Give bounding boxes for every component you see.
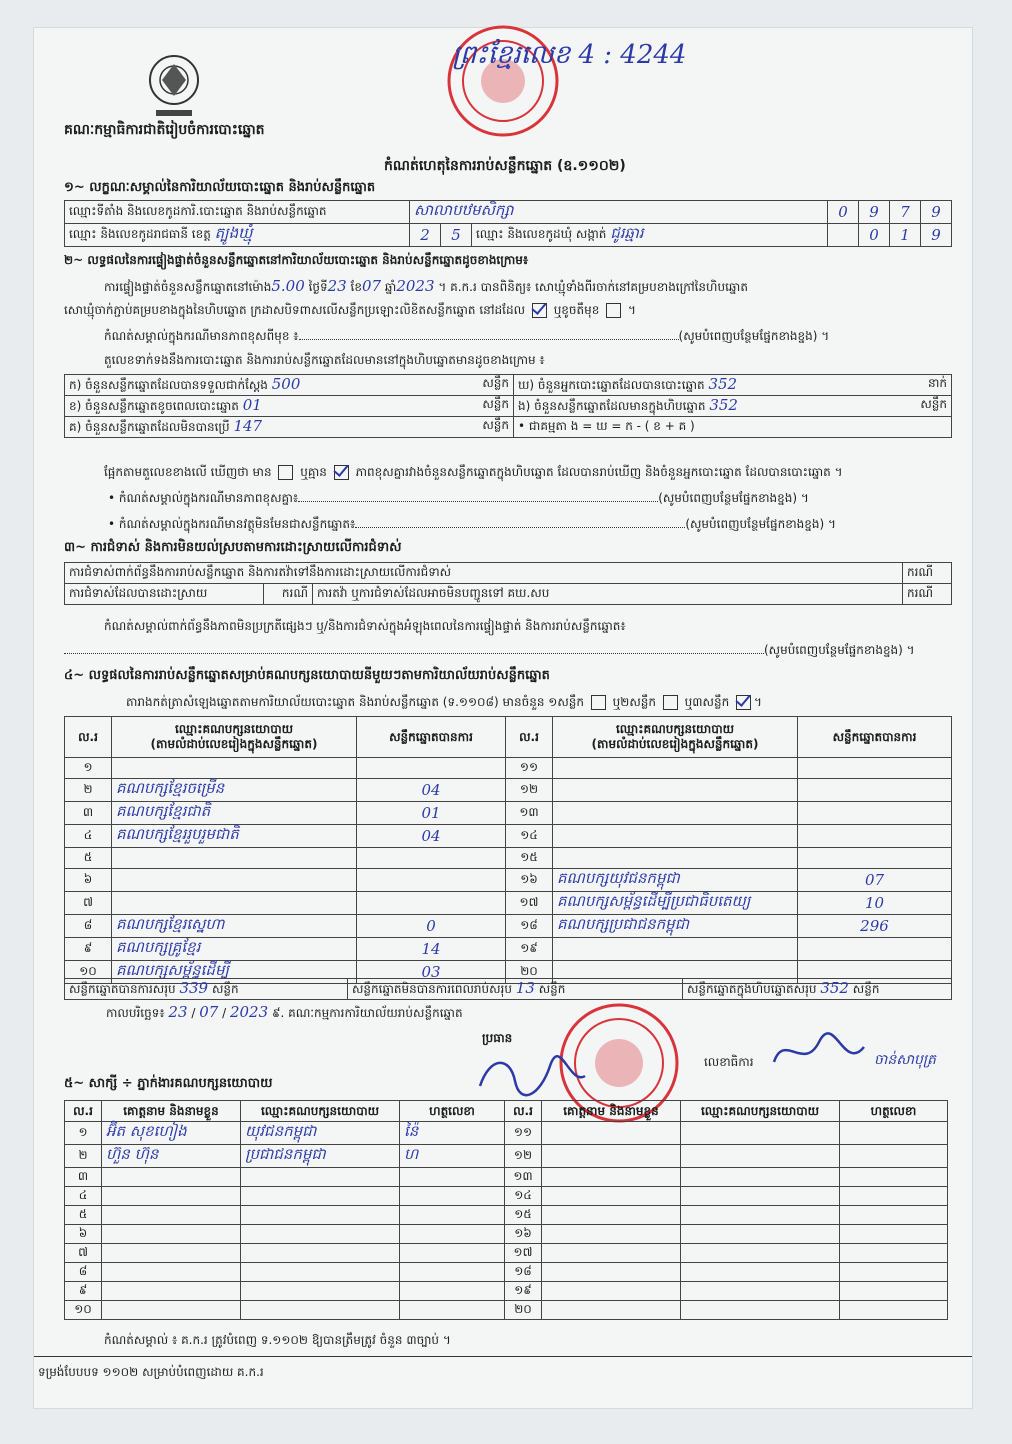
table-row [65,869,952,892]
witness-signature: ន៉ៃ [400,1122,505,1145]
witness-party [241,1282,400,1301]
irregularity-fill: (សូមបំពេញបន្ថែមផ្នែកខាងខ្នង) ។ [64,642,915,658]
witness-party: យុវជនកម្ពុជា [241,1122,400,1145]
objection-case-label: ករណី [903,563,952,584]
date-line: កាលបរិច្ឆេទ៖ 23 / 07 / 2023 ៩. គណៈកម្មការការិយាល័យរាប់សន្លឹកឆ្នោត [106,1003,463,1021]
difference-note: កំណត់សម្គាល់ក្នុងករណីមានភាពខុសពីមុខ ៖ (សូមបំពេញបន្ថែមផ្នែកខាងខ្នង) ។ [104,329,830,343]
valid-votes [798,758,952,779]
row-no: ៤ [65,825,112,848]
witness-signature [840,1206,948,1225]
witness-name [542,1301,681,1320]
witness-signature [400,1168,505,1187]
valid-votes [798,848,952,869]
col-name: គោត្តនាម និងនាមខ្លួន [542,1101,681,1122]
witness-name [542,1145,681,1168]
commune-code-blank [828,224,859,247]
witness-party [681,1282,840,1301]
province-code-1: 2 [410,224,441,247]
witness-table [64,1100,948,1320]
party-name [553,758,798,779]
col-valid: សន្លឹកឆ្នោតបានការ [798,717,952,758]
col-no: ល.រ [505,1101,542,1122]
witness-signature [840,1145,948,1168]
row-no: ១៨ [506,915,553,938]
form-code-note: ទម្រង់បែបបទ ១១០២ សម្រាប់បំពេញដោយ គ.ក.រ [38,1365,264,1379]
table-row [65,1301,948,1320]
witness-party [241,1263,400,1282]
table-row [65,1206,948,1225]
witness-name [102,1244,241,1263]
row-no: ១៦ [505,1225,542,1244]
row-no: ២ [65,779,112,802]
commune-code-1: 0 [859,224,890,247]
party-name: គណបក្សយុវជនកម្ពុជា [553,869,798,892]
party-name: គណបក្សគ្រូខ្មែរ [112,938,357,961]
location-code-4: 9 [921,201,952,224]
witness-party [681,1244,840,1263]
witness-signature [840,1244,948,1263]
chair-label: ប្រធាន [482,1031,513,1045]
figures-row: ក) ចំនួនសន្លឹកឆ្នោតដែលបានទទួលជាក់ស្តែង 500 សន្លឹក ឃ) ចំនួនអ្នកបោះឆ្នោតដែលបានបោះឆ្នោត 352 នាក់ [65,375,952,396]
row-no: ៥ [65,1206,102,1225]
witness-name [102,1168,241,1187]
total-invalid: សន្លឹកឆ្នោតមិនបានការពេលរាប់សរុប 13 សន្លឹក [348,979,683,1000]
witness-signature [400,1263,505,1282]
province-label: ឈ្មោះ និងលេខកូដរាជធានី ខេត្ត ត្បូងឃ្មុំ [65,224,410,247]
witness-signature [840,1122,948,1145]
row-no: ១២ [505,1145,542,1168]
party-name [112,869,357,892]
witness-signature [840,1282,948,1301]
row-no: ៩ [65,1282,102,1301]
location-label: ឈ្មោះទីតាំង និងលេខកូដការិ.បោះឆ្នោត និងរាប់សន្លឹកឆ្នោត [65,201,410,224]
col-valid: សន្លឹកឆ្នោតបានការ [357,717,506,758]
row-no: ១០ [65,961,112,984]
discrepancy-yes-checkbox[interactable] [278,465,293,480]
row-no: ១០ [65,1301,102,1320]
witness-party [241,1225,400,1244]
row-no: ៣ [65,1168,102,1187]
col-name: គោត្តនាម និងនាមខ្លួន [102,1101,241,1122]
witness-name [542,1225,681,1244]
witness-signature [840,1263,948,1282]
secretary-name: ចាន់សាបុត្រ [874,1052,936,1068]
chair-signature-icon [470,1046,590,1106]
party-name [553,848,798,869]
witness-signature [400,1282,505,1301]
party-name [112,758,357,779]
table-row [65,1225,948,1244]
witness-signature [840,1301,948,1320]
secretary-signature-icon [764,1032,874,1082]
valid-votes [798,802,952,825]
party-name [553,938,798,961]
location-value: សាលាបឋមសិក្សា [410,201,828,224]
col-no: ល.រ [506,717,553,758]
row-no: ៣ [65,802,112,825]
witness-name [542,1263,681,1282]
location-code-2: 9 [859,201,890,224]
witness-name [102,1206,241,1225]
party-name [553,779,798,802]
col-no: ល.រ [65,1101,102,1122]
valid-votes: 296 [798,915,952,938]
form-page [34,28,972,1408]
table-row [65,1168,948,1187]
row-no: ៧ [65,892,112,915]
witness-party [241,1187,400,1206]
table-row [65,915,952,938]
commune-label: ឈ្មោះ និងលេខកូដឃុំ សង្កាត់ ជូរឆ្មារ [472,224,828,247]
col-party: ឈ្មោះគណបក្សនយោបាយ [681,1101,840,1122]
row-no: ១៣ [506,802,553,825]
witness-signature [400,1301,505,1320]
valid-votes: 14 [357,938,506,961]
witness-party: ប្រជាជនកម្ពុជា [241,1145,400,1168]
foreign-object-bullet: • កំណត់សម្គាល់ក្នុងករណីមានវត្ថុមិនមែនជាសន្លឹកឆ្នោត៖ (សូមបំពេញបន្ថែមផ្នែកខាងខ្នង) ។ [108,517,836,531]
witness-party [241,1206,400,1225]
table-row [65,825,952,848]
totals-table [64,978,952,1000]
row-no: ១៧ [506,892,553,915]
party-name: គណបក្សប្រជាជនកម្ពុជា [553,915,798,938]
row-no: ១៩ [506,938,553,961]
row-no: ៨ [65,1263,102,1282]
row-no: ១៨ [505,1263,542,1282]
three-sheet-checkbox[interactable] [736,695,751,710]
row-no: ១២ [506,779,553,802]
commune-code-3: 9 [921,224,952,247]
valid-votes [357,869,506,892]
row-no: ៥ [65,848,112,869]
witness-signature [400,1206,505,1225]
table-row [65,1244,948,1263]
irregularity-note: កំណត់សម្គាល់ពាក់ព័ន្ធនឹងភាពមិនប្រក្រតីផ្សេងៗ ឬ/និងការជំទាស់ក្នុងអំឡុងពេលនៃការផ្ទៀងផ្ទាត់ និងការរាប់សន្លឹកឆ្នោត៖ [104,619,626,633]
secretary-label: លេខាធិការ [704,1055,754,1069]
total-valid: សន្លឹកឆ្នោតបានការសរុប 339 សន្លឹក [65,979,348,1000]
witness-party [241,1168,400,1187]
table-row [65,892,952,915]
results-table [64,716,952,984]
table-row [65,758,952,779]
witness-name [542,1122,681,1145]
discrepancy-line: ផ្អែកតាមតួលេខខាងលើ ឃើញថា មាន ឬគ្មាន ភាពខុសគ្នារវាងចំនួនសន្លឹកឆ្នោតក្នុងហិបឆ្នោត ដែលបានរាប់ឃើញ និងចំនួនអ្នកបោះឆ្នោត ដែលបានបោះឆ្នោត ។ [104,465,843,479]
witness-party [681,1301,840,1320]
witness-party [241,1301,400,1320]
witness-signature [840,1168,948,1187]
witness-signature [400,1244,505,1263]
resolved-objection-label: ការជំទាស់ដែលបានដោះស្រាយ [65,584,264,605]
party-name: គណបក្សខ្មែរស្នេហា [112,915,357,938]
row-no: ១៤ [506,825,553,848]
witness-name [102,1301,241,1320]
nec-emblem-icon [144,48,204,122]
discrepancy-no-checkbox[interactable] [334,465,349,480]
party-name [112,892,357,915]
valid-votes: 10 [798,892,952,915]
row-no: ១ [65,758,112,779]
section5-title: ៥~ សាក្សី ÷ ភ្នាក់ងារគណបក្សនយោបាយ [64,1076,273,1091]
verify-line: ការផ្ទៀងផ្ទាត់ចំនួនសន្លឹកឆ្នោតនៅម៉ោង5.00 ថ្ងៃទី23 ខែ07 ឆ្នាំ2023 ។ គ.ក.រ បានពិនិត្យ៖ សោឃ្មុំទាំងពីរចាក់នៅគម្របខាងក្រៅនៃហិបឆ្នោត [104,277,748,295]
witness-party [681,1187,840,1206]
witness-name [102,1263,241,1282]
witness-signature: ហ [400,1145,505,1168]
footer-note: កំណត់សម្គាល់ ៖ គ.ក.រ ត្រូវបំពេញ ទ.១១០២ ឱ្យបានត្រឹមត្រូវ ចំនួន ៣ច្បាប់ ។ [104,1333,451,1347]
witness-signature [400,1187,505,1206]
row-no: ៦ [65,1225,102,1244]
witness-name: អ៊ិត សុខហៀង [102,1122,241,1145]
witness-name [542,1244,681,1263]
province-code-2: 5 [441,224,472,247]
tally-sheet-line: តារាងកត់ត្រាសំឡេងឆ្នោតតាមការិយាល័យបោះឆ្នោត និងរាប់សន្លឹកឆ្នោត (ទ.១១០៨) មានចំនួន ១សន្លឹក ឬ២សន្លឹក ឬ៣សន្លឹក ។ [126,695,762,709]
table-row [65,1282,948,1301]
witness-name [542,1206,681,1225]
witness-party [681,1122,840,1145]
row-no: ៦ [65,869,112,892]
witness-signature [840,1225,948,1244]
party-name: គណបក្សខ្មែរជាតិ [112,802,357,825]
handwritten-receipt: ព្រះខ្មែរលេខ 4 : 4244 [452,40,687,70]
row-no: ១៦ [506,869,553,892]
one-sheet-checkbox[interactable] [591,695,606,710]
witness-name [542,1282,681,1301]
valid-votes: 04 [357,779,506,802]
section1-title: ១~ លក្ខណៈសម្គាល់នៃការិយាល័យបោះឆ្នោត និងរាប់សន្លឹកឆ្នោត [64,180,376,195]
location-table [64,200,952,247]
col-no: ល.រ [65,717,112,758]
witness-party [681,1168,840,1187]
row-no: ១១ [506,758,553,779]
difference-bullet: • កំណត់សម្គាល់ក្នុងករណីមានភាពខុសគ្នា៖ (សូមបំពេញបន្ថែមផ្នែកខាងខ្នង) ។ [108,491,809,505]
witness-party [241,1244,400,1263]
table-row [65,848,952,869]
row-no: ៩ [65,938,112,961]
witness-party [681,1263,840,1282]
form-title: កំណត់ហេតុនៃការរាប់សន្លឹកឆ្នោត (ឧ.១១០២) [384,158,626,174]
col-party: ឈ្មោះគណបក្សនយោបាយ [241,1101,400,1122]
col-sign: ហត្ថលេខា [840,1101,948,1122]
table-row [65,802,952,825]
seal-line: សោឃ្មុំចាក់ភ្ជាប់គម្របខាងក្នុងនៃហិបឆ្នោត ក្រដាសបិទពាសលើសន្លឹកប្រឡោះលិខិតសន្លឹកឆ្នោត នៅដដែល ឬខូចតឹមុខ ។ [64,303,636,317]
witness-party [681,1206,840,1225]
table-row [65,1145,948,1168]
table-row [65,938,952,961]
witness-name [102,1282,241,1301]
unresolved-objection-label: ការតវ៉ា ឬការជំទាស់ដែលអាចមិនបញ្ជូនទៅ គឃ.សប [313,584,903,605]
valid-votes: 0 [357,915,506,938]
row-no: ១ [65,1122,102,1145]
row-no: ១៥ [505,1206,542,1225]
party-name [112,848,357,869]
section2-title: ២~ លទ្ធផលនៃការផ្ទៀងផ្ទាត់ចំនួនសន្លឹកឆ្នោតនៅការិយាល័យបោះឆ្នោត និងរាប់សន្លឹកឆ្នោតដូចខាងក្រោម៖ [64,253,529,267]
row-no: ៧ [65,1244,102,1263]
row-no: ២០ [505,1301,542,1320]
valid-votes: 07 [798,869,952,892]
party-name: គណបក្សសម្ព័ន្ធដើម្បី [112,961,357,984]
valid-votes [357,758,506,779]
total-in-box: សន្លឹកឆ្នោតក្នុងហិបឆ្នោតសរុប 352 សន្លឹក [683,979,952,1000]
table-row [65,1122,948,1145]
section3-title: ៣~ ការជំទាស់ និងការមិនយល់ស្របតាមការដោះស្រាយលើការជំទាស់ [64,540,402,555]
party-name [553,802,798,825]
two-sheet-checkbox[interactable] [663,695,678,710]
party-name: គណបក្សខ្មែរចម្រើន [112,779,357,802]
location-code-1: 0 [828,201,859,224]
witness-name: ហ៊ួន ហ៊ុន [102,1145,241,1168]
witness-name [542,1168,681,1187]
section4-title: ៤~ លទ្ធផលនៃការរាប់សន្លឹកឆ្នោតសម្រាប់គណបក្សនយោបាយនីមួយៗតាមការិយាល័យរាប់សន្លឹកឆ្នោត [64,668,550,683]
valid-votes [798,779,952,802]
witness-name [102,1187,241,1206]
objection-row: ការជំទាស់ពាក់ព័ន្ធនឹងការរាប់សន្លឹកឆ្នោត និងការតវ៉ាទៅនឹងការដោះស្រាយលើការជំទាស់ [65,563,903,584]
figures-intro: តួលេខទាក់ទងនឹងការបោះឆ្នោត និងការរាប់សន្លឹកឆ្នោតដែលមាននៅក្នុងហិបឆ្នោតមានដូចខាងក្រោម ៖ [104,353,545,367]
witness-party [681,1225,840,1244]
row-no: ៤ [65,1187,102,1206]
row-no: ២០ [506,961,553,984]
row-no: ១៣ [505,1168,542,1187]
location-code-3: 7 [890,201,921,224]
figures-row: គ) ចំនួនសន្លឹកឆ្នោតដែលមិនបានប្រើ 147 សន្លឹក • ជាគម្មតា ង = ឃ = ក - ( ខ + គ ) [65,417,952,438]
party-name [553,825,798,848]
unresolved-case-label: ករណី [903,584,952,605]
committee-name: គណៈកម្មាធិការជាតិរៀបចំការបោះឆ្នោត [64,122,265,138]
valid-votes [357,892,506,915]
witness-signature [400,1225,505,1244]
valid-votes [798,825,952,848]
row-no: ១៩ [505,1282,542,1301]
party-name: គណបក្សសម្ព័ន្ធដើម្បីប្រជាធិបតេយ្យ [553,892,798,915]
row-no: ៨ [65,915,112,938]
resolved-case-label: ករណី [264,584,313,605]
witness-signature [840,1187,948,1206]
row-no: ១៤ [505,1187,542,1206]
figures-table [64,374,952,438]
table-row [65,1187,948,1206]
valid-votes [357,848,506,869]
valid-votes: 03 [357,961,506,984]
valid-votes: 01 [357,802,506,825]
witness-name [542,1187,681,1206]
table-row [65,779,952,802]
valid-votes: 04 [357,825,506,848]
col-party: ឈ្មោះគណបក្សនយោបាយ (តាមលំដាប់លេខរៀងក្នុងសន្លឹកឆ្នោត) [112,717,357,758]
row-no: ១៧ [505,1244,542,1263]
witness-party [681,1145,840,1168]
row-no: ១១ [505,1122,542,1145]
seal-broken-checkbox[interactable] [606,303,621,318]
table-row [65,1263,948,1282]
seal-intact-checkbox[interactable] [532,303,547,318]
party-name: គណបក្សខ្មែររួបរួមជាតិ [112,825,357,848]
row-no: ១៥ [506,848,553,869]
witness-name [102,1225,241,1244]
commune-code-2: 1 [890,224,921,247]
col-party: ឈ្មោះគណបក្សនយោបាយ (តាមលំដាប់លេខរៀងក្នុងសន្លឹកឆ្នោត) [553,717,798,758]
objection-table [64,562,952,605]
figures-row: ខ) ចំនួនសន្លឹកឆ្នោតខូចពេលបោះឆ្នោត 01 សន្លឹក ង) ចំនួនសន្លឹកឆ្នោតដែលមានក្នុងហិបឆ្នោត 352 សន្លឹក [65,396,952,417]
valid-votes [798,938,952,961]
col-sign: ហត្ថលេខា [400,1101,505,1122]
row-no: ២ [65,1145,102,1168]
